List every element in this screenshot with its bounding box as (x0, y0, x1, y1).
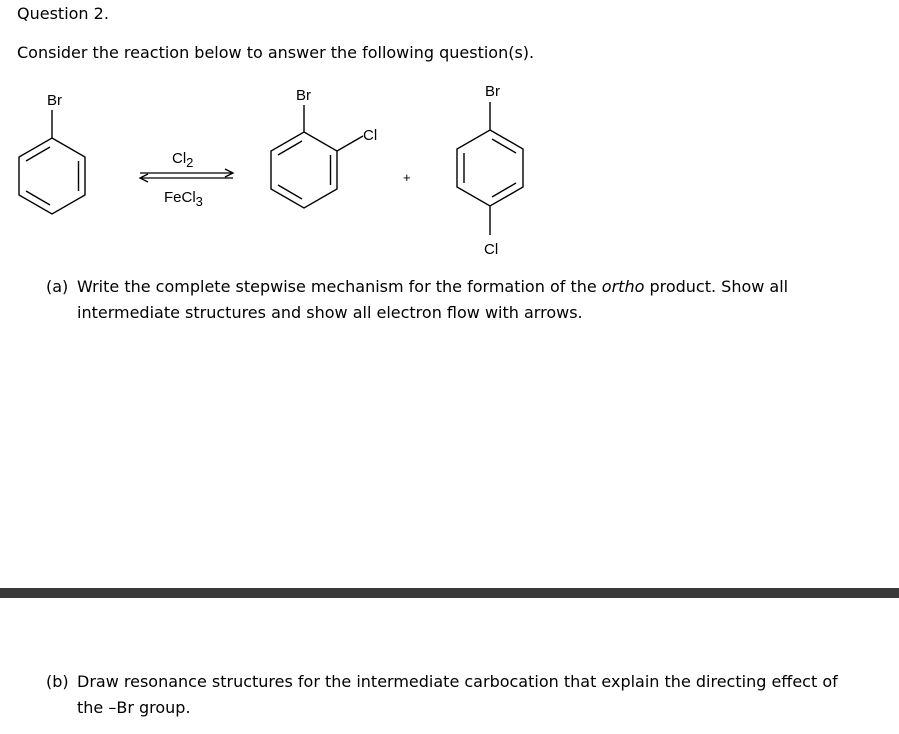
part-b-question (46, 669, 886, 721)
part-a-text-before: Write the complete stepwise mechanism for the formation of the (77, 277, 602, 296)
reactant-br-label: Br (47, 92, 62, 109)
part-a-text-after: product. Show all (644, 277, 789, 296)
reaction-scheme (0, 75, 899, 260)
part-a-emphasis: ortho (601, 277, 645, 296)
part-b-line1: Draw resonance structures for the intermediate carbocation that explain the directing effect of (77, 672, 838, 691)
part-a-label: (a) (46, 277, 69, 296)
part-b-label: (b) (46, 672, 69, 691)
part-a-line2: intermediate structures and show all electron flow with arrows. (77, 303, 583, 322)
part-a-question (46, 274, 866, 326)
part-b-line2: the –Br group. (77, 698, 191, 717)
para-product-structure (457, 102, 523, 235)
ortho-br-label: Br (296, 87, 311, 104)
bromobenzene-structure (19, 110, 85, 214)
reagent-top: Cl2 (172, 150, 194, 170)
ortho-cl-label: Cl (363, 127, 378, 144)
plus-sign: + (403, 170, 411, 185)
question-instruction: Consider the reaction below to answer the following question(s). (17, 43, 535, 62)
reaction-arrows (140, 169, 233, 182)
section-divider (0, 588, 899, 598)
para-cl-label: Cl (484, 241, 499, 258)
para-br-label: Br (485, 83, 500, 100)
reagent-bottom: FeCl3 (164, 189, 203, 209)
question-title: Question 2. (17, 4, 109, 23)
ortho-product-structure (271, 105, 363, 208)
